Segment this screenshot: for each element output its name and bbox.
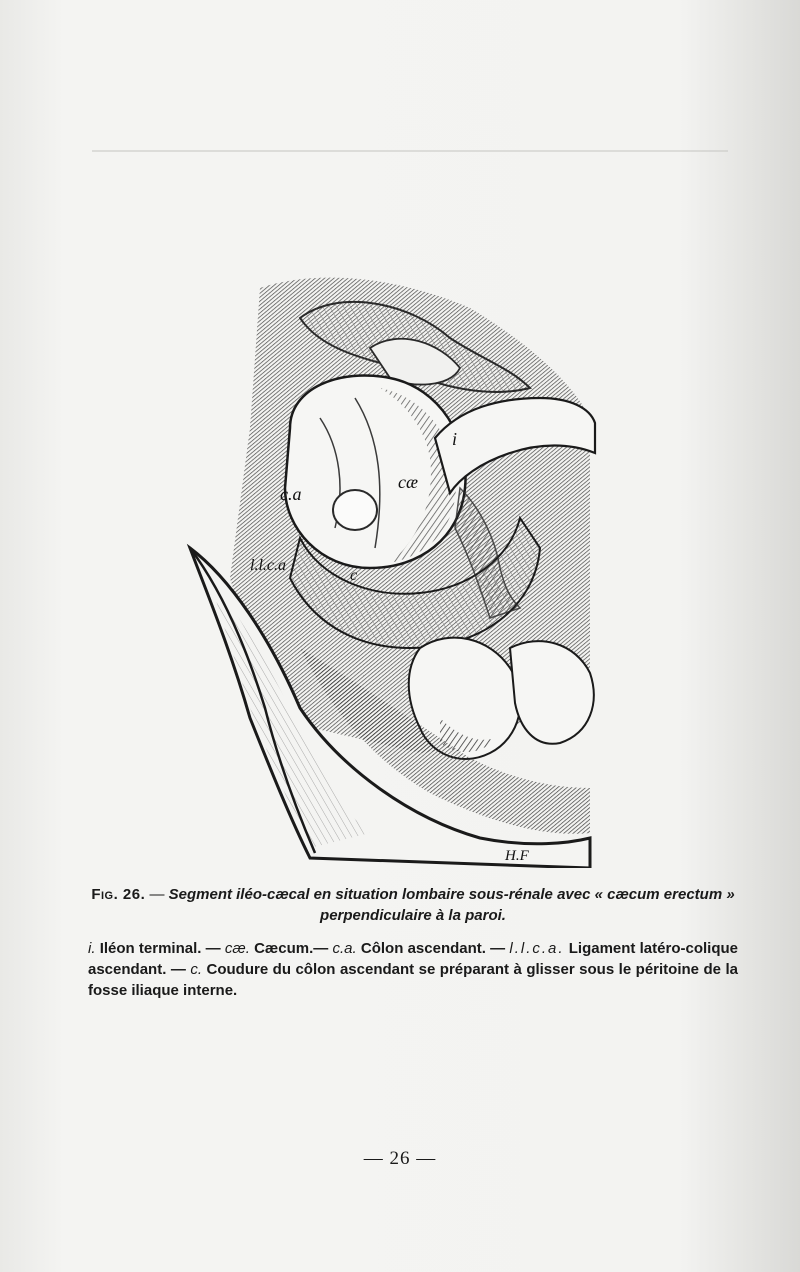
caption-title-line2: perpendiculaire à la paroi. — [320, 907, 506, 924]
illustration-drawing — [150, 248, 600, 868]
legend-abbr: cæ. — [224, 940, 250, 957]
caption-title-line1: Segment iléo-cæcal en situation lombaire sous-rénale avec « cæcum erectum » — [168, 886, 735, 903]
label-ileum: i — [452, 429, 458, 449]
legend-text: Côlon ascendant. — — [356, 940, 510, 957]
label-ascending-colon: c.a — [280, 484, 302, 504]
page-number: — 26 — — [363, 1148, 437, 1169]
legend-abbr: i. — [88, 940, 96, 957]
figure-number: Fig. 26. — [91, 886, 146, 903]
label-cecum: cæ — [398, 472, 418, 492]
legend-abbr: c.a. — [332, 940, 357, 957]
caption-title — [88, 884, 738, 926]
legend-abbr: l.l.c.a. — [509, 940, 565, 957]
appendix-stump — [333, 490, 377, 530]
figure-legend — [88, 938, 738, 1001]
figure-caption — [88, 884, 738, 1001]
label-bend: c — [350, 567, 358, 584]
legend-text: Coudure du côlon ascendant se préparant à glisser sous le péritoine de la fosse iliaque interne. — [88, 961, 738, 999]
artist-signature: H.F — [505, 848, 529, 864]
legend-text: Cæcum.— — [249, 940, 333, 957]
label-ligament: l.l.c.a — [250, 557, 286, 574]
bleed-header-rule — [92, 150, 728, 152]
caption-dash: — — [145, 886, 169, 903]
legend-abbr: c. — [190, 961, 203, 978]
legend-text: Iléon terminal. — — [95, 940, 225, 957]
legend-text: Ligament latéro-colique ascendant. — — [88, 940, 738, 978]
anatomical-illustration — [150, 248, 600, 868]
